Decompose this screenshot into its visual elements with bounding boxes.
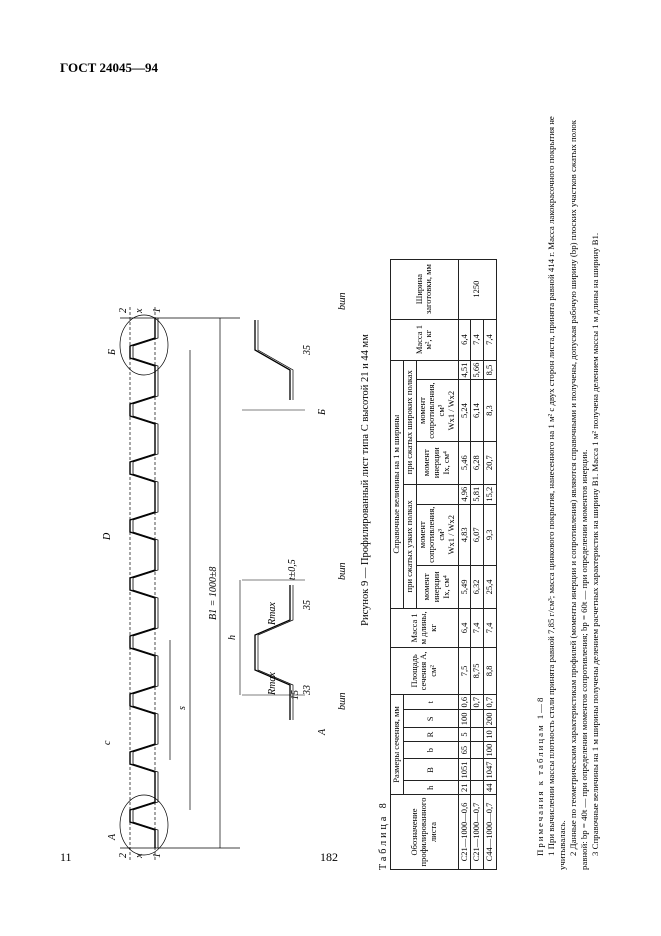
blank-width-cell: 1250	[458, 259, 496, 319]
th-sizes: Размеры сечения, мм	[391, 694, 404, 794]
table-row: С21—1000—0,7 0,7 8,75 7,4 6,32 6,07 5,81 6,28 6,14 5,66 7,4	[471, 259, 484, 869]
table-row: С44—1000—0,7 44 1047 100 10 200 0,7 8,8 7,4 25,4 9,3 15,2 20,7 8,3 8,5 7,4	[484, 259, 497, 869]
label-2-left: 2	[118, 853, 129, 858]
label-bsh-3: bшп	[337, 292, 348, 310]
note-2: 2 Данные по геометрическим характеристикам профилей (моменты инерции и сопротивления) являются справочными и получены, допуская рабочую ширину (bр) плоских участков сжатых полок равной: bр = 40t — при определении моментов сопротивления; bр = 60t — при определении моментов инерции.	[567, 119, 589, 870]
label-b2: Б	[317, 409, 328, 415]
label-bsh-2: bшп	[337, 562, 348, 580]
label-c: с	[102, 740, 113, 745]
label-h: h	[227, 635, 238, 640]
th-designation: Обозначение профилированного листа	[391, 795, 459, 870]
figure-caption: Рисунок 9 — Профилированный лист типа С высотой 21 и 44 мм	[360, 334, 371, 626]
label-rmax-2: Rmax	[267, 602, 278, 625]
label-d: D	[102, 532, 113, 540]
label-rmax-1: Rmax	[267, 672, 278, 695]
profile-drawing	[60, 90, 360, 870]
detail-circle-a	[120, 795, 168, 855]
label-t: t±0,5	[287, 559, 298, 580]
th-blank: Ширина заготовки, мм	[391, 259, 459, 319]
note-3: 3 Справочные величины на 1 м ширины получены делением расчетных характеристик на ширину B1. Масса 1 м² получена делением массы 1 м длины на ширину B1.	[589, 232, 600, 856]
table-row: С21—1000—0,6 21 1051 65 5 100 0,6 7,5 6,4 5,49 4,83 4,96 5,46 5,24 4,51 6,4 1250	[458, 259, 471, 869]
label-a2: А	[317, 728, 328, 735]
th-h: h	[403, 781, 458, 795]
table-notes	[535, 90, 601, 870]
page-number-left: 11	[60, 850, 72, 864]
th-moment-n: момент сопротивления, см³ Wx1 / Wx2	[416, 504, 458, 565]
th-t: t	[403, 694, 458, 710]
th-inertia-w: момент инерции Ix, см⁴	[416, 441, 458, 484]
th-S: S	[403, 710, 458, 728]
th-narrow: при сжатых узких полках	[403, 484, 416, 608]
sheet-profile-line	[130, 318, 155, 848]
page-number-center: 182	[320, 850, 338, 864]
label-15: 15	[290, 690, 301, 700]
th-moment-w: момент сопротивления, см³ Wx1 / Wx2	[416, 380, 458, 441]
notes-title: Примечания к таблицам 1—8	[535, 695, 545, 856]
label-35: 35	[302, 600, 313, 610]
label-bsh-1: bшп	[337, 692, 348, 710]
th-b: b	[403, 741, 458, 759]
table-label: Таблица 8	[378, 800, 389, 870]
label-a: А	[107, 833, 118, 840]
label-b1: B1 = 1000±8	[208, 566, 219, 620]
label-33: 33	[302, 685, 313, 695]
label-1-left: 1	[152, 853, 163, 858]
th-inertia-n: момент инерции Ix, см⁴	[416, 565, 458, 608]
label-s: s	[177, 706, 188, 710]
label-b: Б	[107, 349, 118, 355]
th-mass-m2: Масса 1 м², кг	[391, 319, 459, 360]
th-wide: при сжатых широких полках	[403, 360, 416, 484]
label-x-1: x	[134, 853, 145, 858]
th-B: B	[403, 759, 458, 781]
document-title: ГОСТ 24045—94	[60, 60, 159, 75]
th-mass-m: Масса 1 м длины, кг	[391, 608, 459, 647]
note-1: 1 При вычислении массы плотность стали принята равной 7,85 г/см³; масса цинкового покрытия, нанесенного на 1 м² с двух сторон листа, принята равной 414 г. Масса лакокрасочного покрытия не учитывалась.	[545, 116, 567, 870]
th-ref: Справочные величины на 1 м ширины	[391, 360, 404, 608]
table-8	[390, 259, 497, 870]
label-1-right: 1	[152, 308, 163, 313]
rotated-page-body	[60, 90, 620, 870]
th-area: Площадь сечения A, см²	[391, 647, 459, 694]
label-2-right: 2	[118, 308, 129, 313]
label-x-2: x	[134, 308, 145, 313]
label-35b: 35	[302, 345, 313, 355]
detail-circle-b	[120, 315, 168, 375]
th-R: R	[403, 728, 458, 742]
